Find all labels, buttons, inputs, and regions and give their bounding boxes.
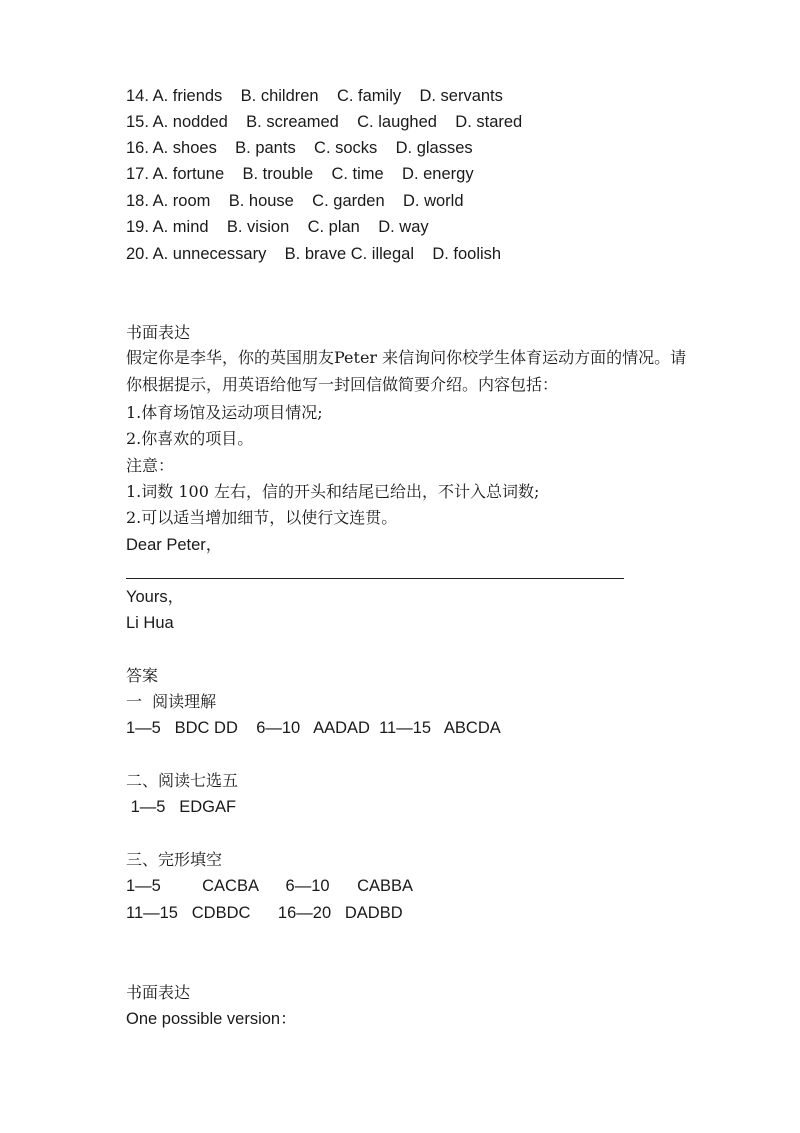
writing-prompt [126, 344, 696, 398]
option-line-18: 18. A. room B. house C. garden D. world [126, 192, 464, 210]
option-line-15: 15. A. nodded B. screamed C. laughed D. stared [126, 113, 523, 131]
writing-heading: 书面表达 [126, 323, 191, 342]
answers-section2-title: 二、阅读七选五 [126, 771, 239, 790]
letter-salutation: Dear Peter， [126, 536, 223, 554]
option-line-19: 19. A. mind B. vision C. plan D. way [126, 218, 429, 236]
option-line-14: 14. A. friends B. children C. family D. servants [126, 87, 503, 105]
answer-blank-line [126, 578, 624, 579]
writing-point-2: 2.你喜欢的项目。 [126, 429, 254, 448]
writing-notes-heading: 注意： [126, 456, 175, 475]
answers-writing-heading: 书面表达 [126, 983, 191, 1002]
answers-section3-title: 三、完形填空 [126, 850, 223, 869]
answers-section3-line-1: 1—5 CACBA 6—10 CABBA [126, 877, 414, 895]
writing-note-2: 2.可以适当增加细节，以使行文连贯。 [126, 508, 398, 527]
answers-writing-version: One possible version： [126, 1010, 297, 1028]
answers-section3-line-2: 11—15 CDBDC 16—20 DADBD [126, 904, 403, 922]
letter-signature: Li Hua [126, 614, 174, 632]
option-line-16: 16. A. shoes B. pants C. socks D. glasses [126, 139, 473, 157]
answers-section1-line: 1—5 BDC DD 6—10 AADAD 11—15 ABCDA [126, 719, 501, 737]
option-line-20: 20. A. unnecessary B. brave C. illegal D. foolish [126, 245, 502, 263]
answers-section1-title: 一 阅读理解 [126, 692, 217, 711]
writing-point-1: 1.体育场馆及运动项目情况; [126, 403, 323, 422]
letter-closing: Yours， [126, 588, 185, 606]
writing-note-1: 1.词数 100 左右，信的开头和结尾已给出，不计入总词数; [126, 482, 540, 501]
answers-heading: 答案 [126, 666, 159, 685]
answers-section2-line: 1—5 EDGAF [126, 798, 237, 816]
writing-prompt-text: 假定你是李华，你的英国朋友Peter 来信询问你校学生体育运动方面的情况。请你根据提示，用英语给他写一封回信做简要介绍。内容包括： [126, 348, 687, 394]
option-line-17: 17. A. fortune B. trouble C. time D. energy [126, 165, 474, 183]
